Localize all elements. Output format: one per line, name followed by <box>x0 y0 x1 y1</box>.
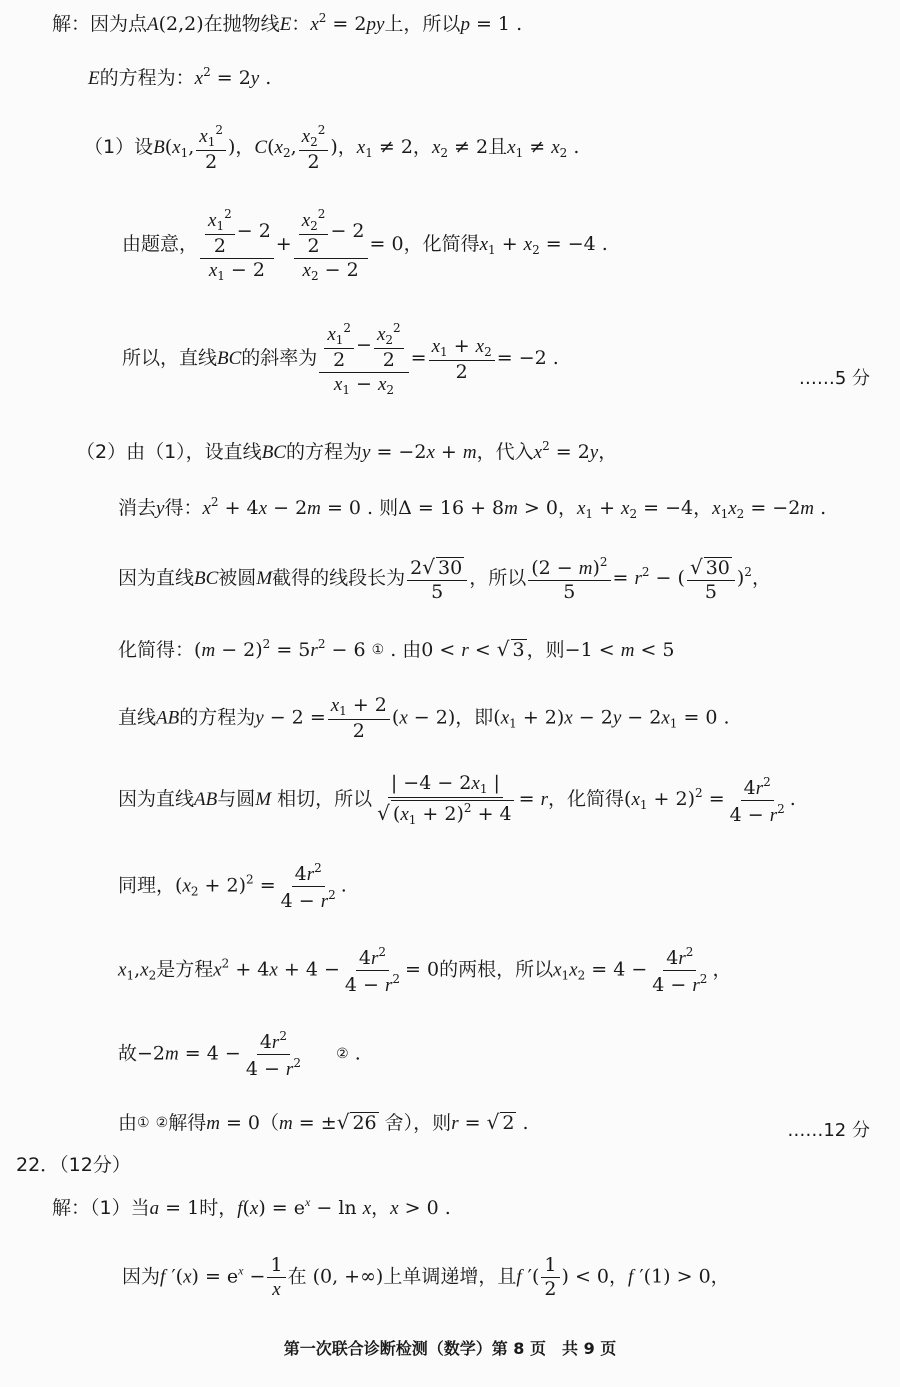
text: 是方程 <box>156 958 214 981</box>
text: 由 <box>118 1112 138 1134</box>
line-5: 所以，直线BC的斜率为 $\frac{x_1^2}{2}$ − $\frac{x_2^2}{2}$ $x_1 - x_2$ = $\frac{x_1 + x_2}{2}$ = −2 . <box>122 321 559 397</box>
text: 故 <box>118 1042 138 1065</box>
text: 的斜率为 <box>241 347 318 369</box>
circled-one-icon: ① <box>371 642 385 658</box>
text: 化简得： <box>118 639 195 661</box>
text: 的方程为： <box>99 67 195 89</box>
text: 时， <box>199 1197 238 1219</box>
text: 因为直线 <box>118 567 195 589</box>
line-7: 消去y得：$x^2 + 4x - 2m = 0$ . 则Δ = 16 + 8m > 0，$x_1 + x_2 = -4$，$x_1x_2 = -2m$ . <box>118 495 827 521</box>
text: 所以，直线 <box>122 347 218 369</box>
text: 舍），则 <box>384 1112 452 1134</box>
text: （2）由（1），设直线 <box>76 441 262 463</box>
text: 被圆 <box>218 567 257 589</box>
line-2: E的方程为：$x^2 = 2y$ . <box>88 65 272 89</box>
line-15: 由① ②解得m = 0（m = ±√ 26 舍），则r = √ 2 . <box>118 1110 529 1134</box>
text: 同理， <box>118 874 176 897</box>
text: 解：（1）当 <box>52 1197 150 1219</box>
line-16: 解：（1）当a = 1时，$f(x) = e^x - \ln x$，x > 0 . <box>52 1195 451 1219</box>
text: 截得的线段长为 <box>272 567 406 589</box>
score-12: ……12 分 <box>787 1120 870 1141</box>
text: （1）设 <box>84 136 154 158</box>
text: 解得 <box>168 1112 207 1134</box>
text: 由题意， <box>122 233 199 255</box>
text: 的方程为 <box>285 441 362 463</box>
text: 因为 <box>122 1265 161 1288</box>
text: ，所以 <box>469 567 527 589</box>
text: ，化简得 <box>548 788 625 810</box>
text: ，代入 <box>476 441 534 463</box>
text: 得： <box>164 497 203 519</box>
page-footer: 第一次联合诊断检测（数学）第 8 页 共 9 页 <box>283 1339 617 1358</box>
line-6: （2）由（1），设直线BC的方程为y = −2x + m，代入$x^2 = 2y$， <box>76 439 618 463</box>
line-10: 直线AB的方程为y − 2 = $\frac{x_1 + 2}{2}$ (x − 2)，即$(x_1 + 2)x - 2y - 2x_1 = 0$ . <box>118 694 730 742</box>
line-13: $x_1,x_2$是方程$x^2 + 4x + 4$ − $\frac{4r^2}{4 - r^2}$ = 0的两根，所以$x_1x_2 = 4$ − $\frac{4r^2}{4 - r^2}$ ， <box>118 945 732 996</box>
text: 直线 <box>118 706 157 729</box>
text: ，即 <box>455 706 494 729</box>
text: 的方程为 <box>179 706 256 729</box>
line-8: 因为直线BC被圆M截得的线段长为 $\frac{2√ 30}{5}$ ，所以 $\frac{(2 - m)^2}{5}$ = $r^2$ − ( $\frac{√ 30}{5}$ )$^2$， <box>118 554 771 603</box>
text: 在抛物线 <box>203 13 280 35</box>
text: 由 <box>402 639 422 661</box>
score-5: ……5 分 <box>798 368 870 389</box>
text: 且 <box>488 136 508 158</box>
circled-two-icon: ② <box>155 1115 169 1131</box>
question-22-header: 22．（12分） <box>16 1154 131 1176</box>
text: 的两根，所以 <box>439 958 554 981</box>
line-1: 解：因为点A(2,2)在抛物线E：$x^2 = 2py$上，所以p = 1 . <box>52 11 523 35</box>
line-14: 故−2m = 4 − $\frac{4r^2}{4 - r^2}$ ② . <box>118 1029 361 1080</box>
text: 因为直线 <box>118 788 195 810</box>
text: 上，所以 <box>384 13 461 35</box>
text: 与圆 <box>217 788 256 810</box>
line-3: （1）设$B(x_1$, $\frac{x_1^2}{2}$ )，$C(x_2$, $\frac{x_2^2}{2}$ )，$x_1 \ne 2$，$x_2 \ne 2$且$x_1 \ne x_2$ . <box>84 123 580 173</box>
circled-one-icon: ① <box>137 1115 150 1131</box>
circled-two-icon: ② <box>336 1045 349 1062</box>
text: 则 <box>379 497 399 519</box>
text: ，化简得 <box>403 233 480 255</box>
text: 则 <box>545 639 565 661</box>
line-9: 化简得：$(m - 2)^2 = 5r^2 - 6$ ① . 由0 < r < √ 3 ，则−1 < m < 5 <box>118 637 675 661</box>
text: 解：因为点 <box>52 13 148 35</box>
line-12: 同理，$(x_2 + 2)^2$ = $\frac{4r^2}{4 - r^2}$ . <box>118 861 347 912</box>
line-4: 由题意， $\frac{x_1^2}{2}$ − 2 $x_1 - 2$ + $\frac{x_2^2}{2}$ − 2 $x_2 - 2$ = 0，化简得$x_1 + x_2 = -4$ . <box>122 207 608 283</box>
line-11: 因为直线AB与圆M 相切，所以 $\frac{| -4 - 2x_1 |}{√ (x_1 + 2)^2 + 4}$ = r，化简得$(x_1 + 2)^2$ = $\frac{4r^2}{4 - r^2}$ . <box>118 772 796 827</box>
text: 上单调递增，且 <box>383 1265 517 1288</box>
line-17: 因为f $'(x) = e^x$ − $\frac{1}{x}$ 在 (0, +∞)上单调递增，且f ′( $\frac{1}{2}$ ) < 0，f ′(1) > 0， <box>122 1254 730 1300</box>
text: 相切，所以 <box>277 788 373 810</box>
text: 消去 <box>118 497 157 519</box>
